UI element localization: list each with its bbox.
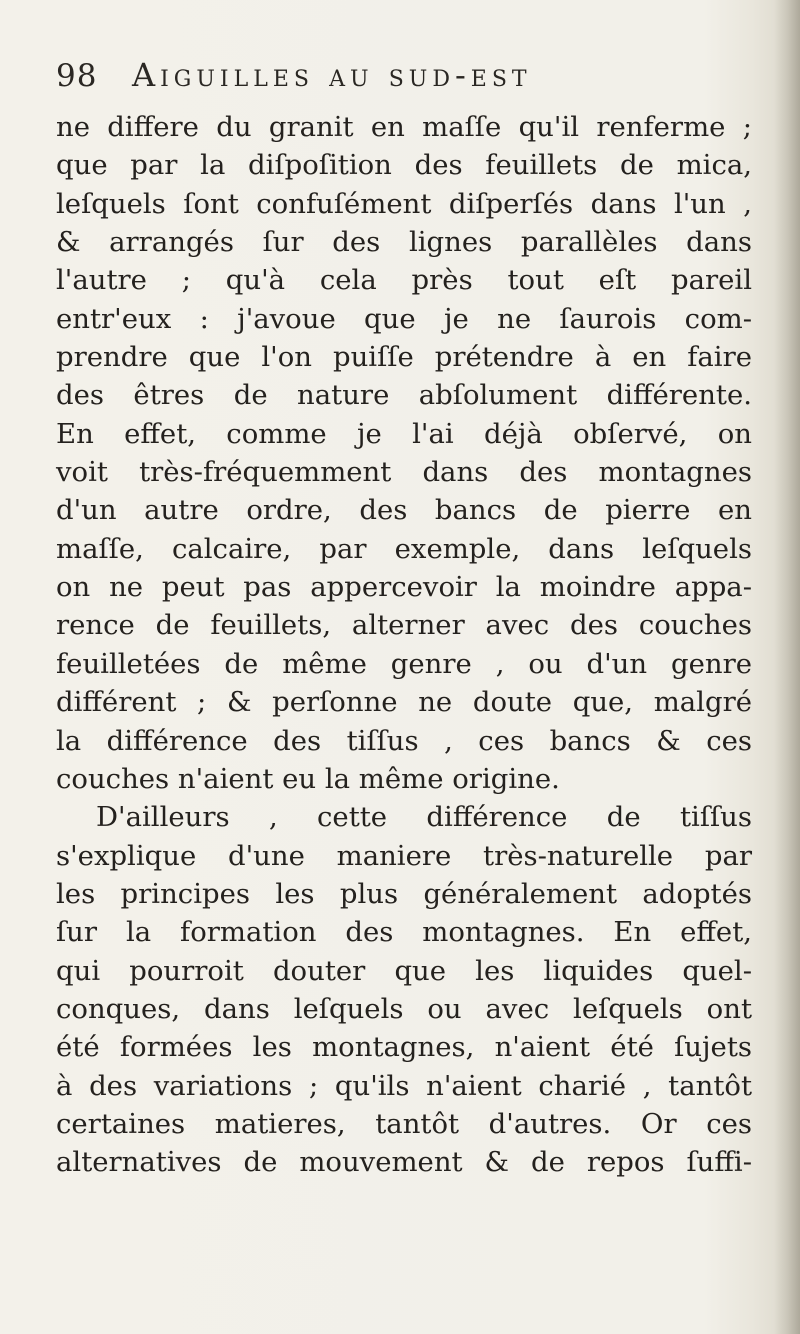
text-line: & arrangés ſur des lignes parallèles dans xyxy=(56,226,752,259)
text-line: des êtres de nature abſolument différente. xyxy=(56,379,752,412)
text-line: qui pourroit douter que les liquides quel- xyxy=(56,954,752,987)
text-line: été formées les montagnes, n'aient été ſujets xyxy=(56,1031,752,1064)
text-line: prendre que l'on puiſſe prétendre à en faire xyxy=(56,341,752,374)
text-line: voit très-fréquemment dans des montagnes xyxy=(56,456,752,489)
text-line: maſſe, calcaire, par exemple, dans leſquels xyxy=(56,532,752,565)
text-line: que par la diſpoſition des feuillets de mica, xyxy=(56,149,752,182)
page-number: 98 xyxy=(56,58,98,94)
text-line: couches n'aient eu la même origine. xyxy=(56,762,560,795)
text-line: différent ; & perſonne ne doute que, malgré xyxy=(56,686,752,719)
page-header xyxy=(56,54,696,102)
page-edge-shadow xyxy=(774,0,800,1334)
text-line: leſquels ſont confuſément diſperſés dans l'un , xyxy=(56,187,752,220)
text-line: à des variations ; qu'ils n'aient charié , tantôt xyxy=(56,1069,752,1102)
text-line: ne differe du granit en maſſe qu'il renferme ; xyxy=(56,111,752,143)
text-line: les principes les plus généralement adoptés xyxy=(56,877,752,910)
body-text xyxy=(56,108,752,1182)
paragraph-start-line: D'ailleurs , cette différence de tiſſus xyxy=(96,801,752,834)
text-line: ſur la formation des montagnes. En effet, xyxy=(56,916,752,949)
text-line: la différence des tiſſus , ces bancs & ces xyxy=(56,724,752,757)
text-line: on ne peut pas appercevoir la moindre appa- xyxy=(56,571,752,604)
text-line: rence de feuillets, alterner avec des couches xyxy=(56,609,752,642)
text-line: certaines matieres, tantôt d'autres. Or ces xyxy=(56,1107,752,1140)
text-line: conques, dans leſquels ou avec leſquels ont xyxy=(56,992,752,1025)
text-line: s'explique d'une maniere très-naturelle par xyxy=(56,839,752,872)
text-line: En effet, comme je l'ai déjà obſervé, on xyxy=(56,417,752,450)
running-title: Aiguilles au sud-est xyxy=(132,56,532,94)
text-line: l'autre ; qu'à cela près tout eſt pareil xyxy=(56,264,752,297)
text-line: alternatives de mouvement & de repos ſuffi- xyxy=(56,1146,752,1179)
text-line: feuilletées de même genre , ou d'un genre xyxy=(56,647,752,680)
text-line: entr'eux : j'avoue que je ne ſaurois com- xyxy=(56,302,752,335)
text-line: d'un autre ordre, des bancs de pierre en xyxy=(56,494,752,527)
